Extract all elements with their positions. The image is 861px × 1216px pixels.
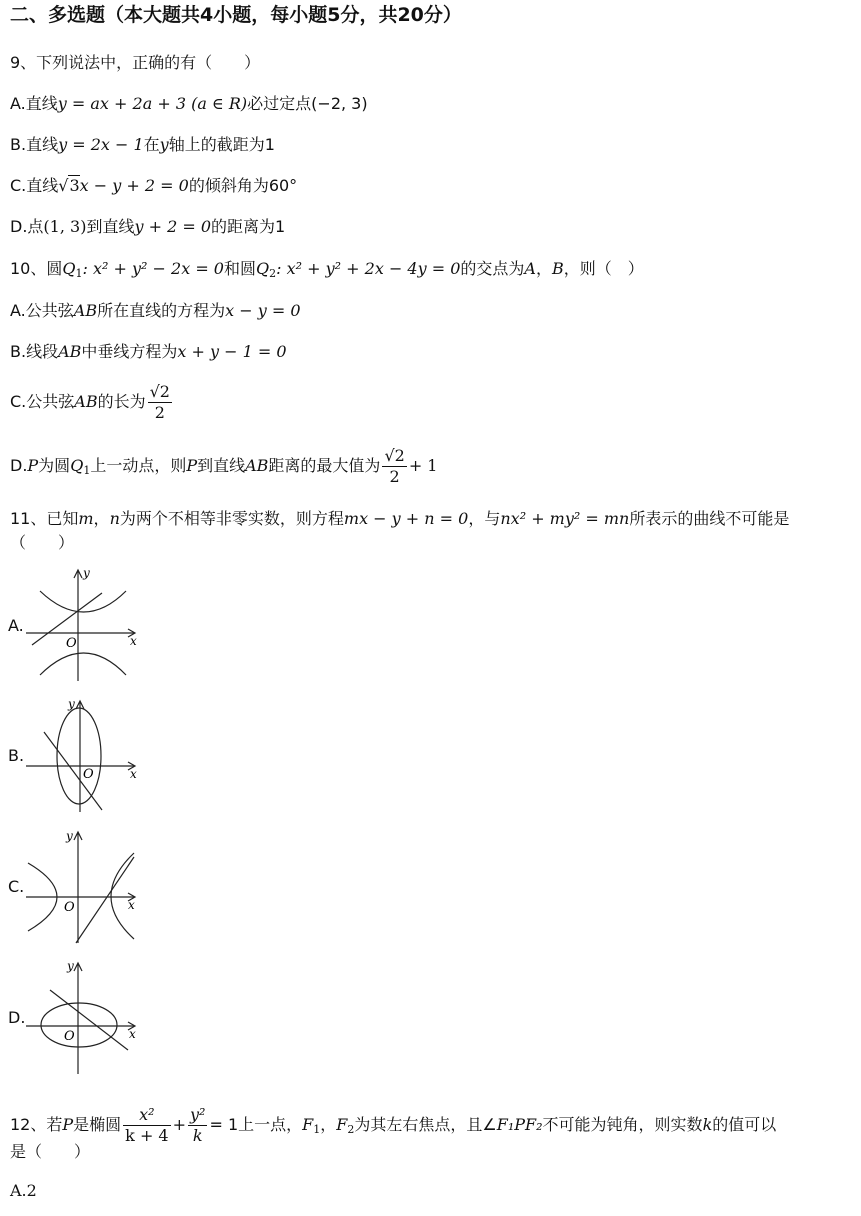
section-heading: 二、多选题（本大题共4小题，每小题5分，共20分） [10,4,462,26]
origin-label: O [83,767,94,782]
axis-x-label: x [129,1027,136,1041]
axis-y-label: y [68,697,75,711]
q12-stem: 12、若P是椭圆 $\frac{\text{x²}}{k + 4}$ + $\frac{\text{y²}}{k}$ = 1上一点，$F_1$，$F_2$为其左右焦点，且∠F₁PF₂不可能为钝角，则实数k的值可以 [10,1105,777,1145]
q12-stem-line2: 是（ ） [10,1142,91,1161]
origin-label: O [64,900,75,915]
q10-option-d: D.P为圆$Q_1$上一动点，则P到直线AB距离的最大值为 $\frac{√2}{2}$ + 1 [10,446,438,486]
axis-y-label: y [67,959,74,973]
fraction: $\frac{\text{y²}}{k}$ [190,1105,206,1145]
q9-option-c: C.直线√3x − y + 2 = 0的倾斜角为60° [10,176,298,195]
q10-option-b: B.线段AB中垂线方程为x + y − 1 = 0 [10,342,287,361]
axis-y-label: y [66,829,73,843]
q11-stem: 11、已知m，n为两个不相等非零实数，则方程mx − y + n = 0，与nx² + my² = mn所表示的曲线不可能是 [10,509,790,528]
q9-option-d: D.点(1, 3)到直线y + 2 = 0的距离为1 [10,217,286,236]
q10-option-a: A.公共弦AB所在直线的方程为x − y = 0 [10,301,301,320]
q11-graph-b [22,696,142,816]
origin-label: O [66,636,77,651]
axis-x-label: x [130,767,137,781]
axis-x-label: x [128,898,135,912]
q11-option-d-label: D. [8,1008,26,1027]
q10-stem: 10、圆$Q_1$: x² + y² − 2x = 0和圆$Q_2$: x² + y² + 2x − 4y = 0的交点为A，B，则（ ） [10,259,644,280]
q11-option-a-label: A. [8,616,24,635]
fraction: $\frac{\text{x²}}{k + 4}$ [125,1105,169,1145]
q10-option-c: C.公共弦AB的长为 $\frac{√2}{2}$ [10,382,170,422]
q11-graph-c [22,827,142,947]
q9-option-a: A.直线y = ax + 2a + 3 (a ∈ R)必过定点(−2, 3) [10,94,368,113]
axis-x-label: x [130,634,137,648]
q12-option-a: A.2 [10,1181,37,1200]
q11-option-c-label: C. [8,877,25,896]
q11-stem-paren: （ ） [10,533,75,552]
origin-label: O [64,1029,75,1044]
q9-stem: 9、下列说法中，正确的有（ ） [10,53,261,72]
q11-option-b-label: B. [8,746,25,765]
fraction: $\frac{√2}{2}$ [384,446,405,486]
q11-graph-d [22,958,142,1078]
q9-option-b: B.直线y = 2x − 1在y轴上的截距为1 [10,135,275,154]
q11-graph-a [22,565,142,685]
axis-y-label: y [83,566,90,580]
fraction: $\frac{√2}{2}$ [149,382,170,422]
